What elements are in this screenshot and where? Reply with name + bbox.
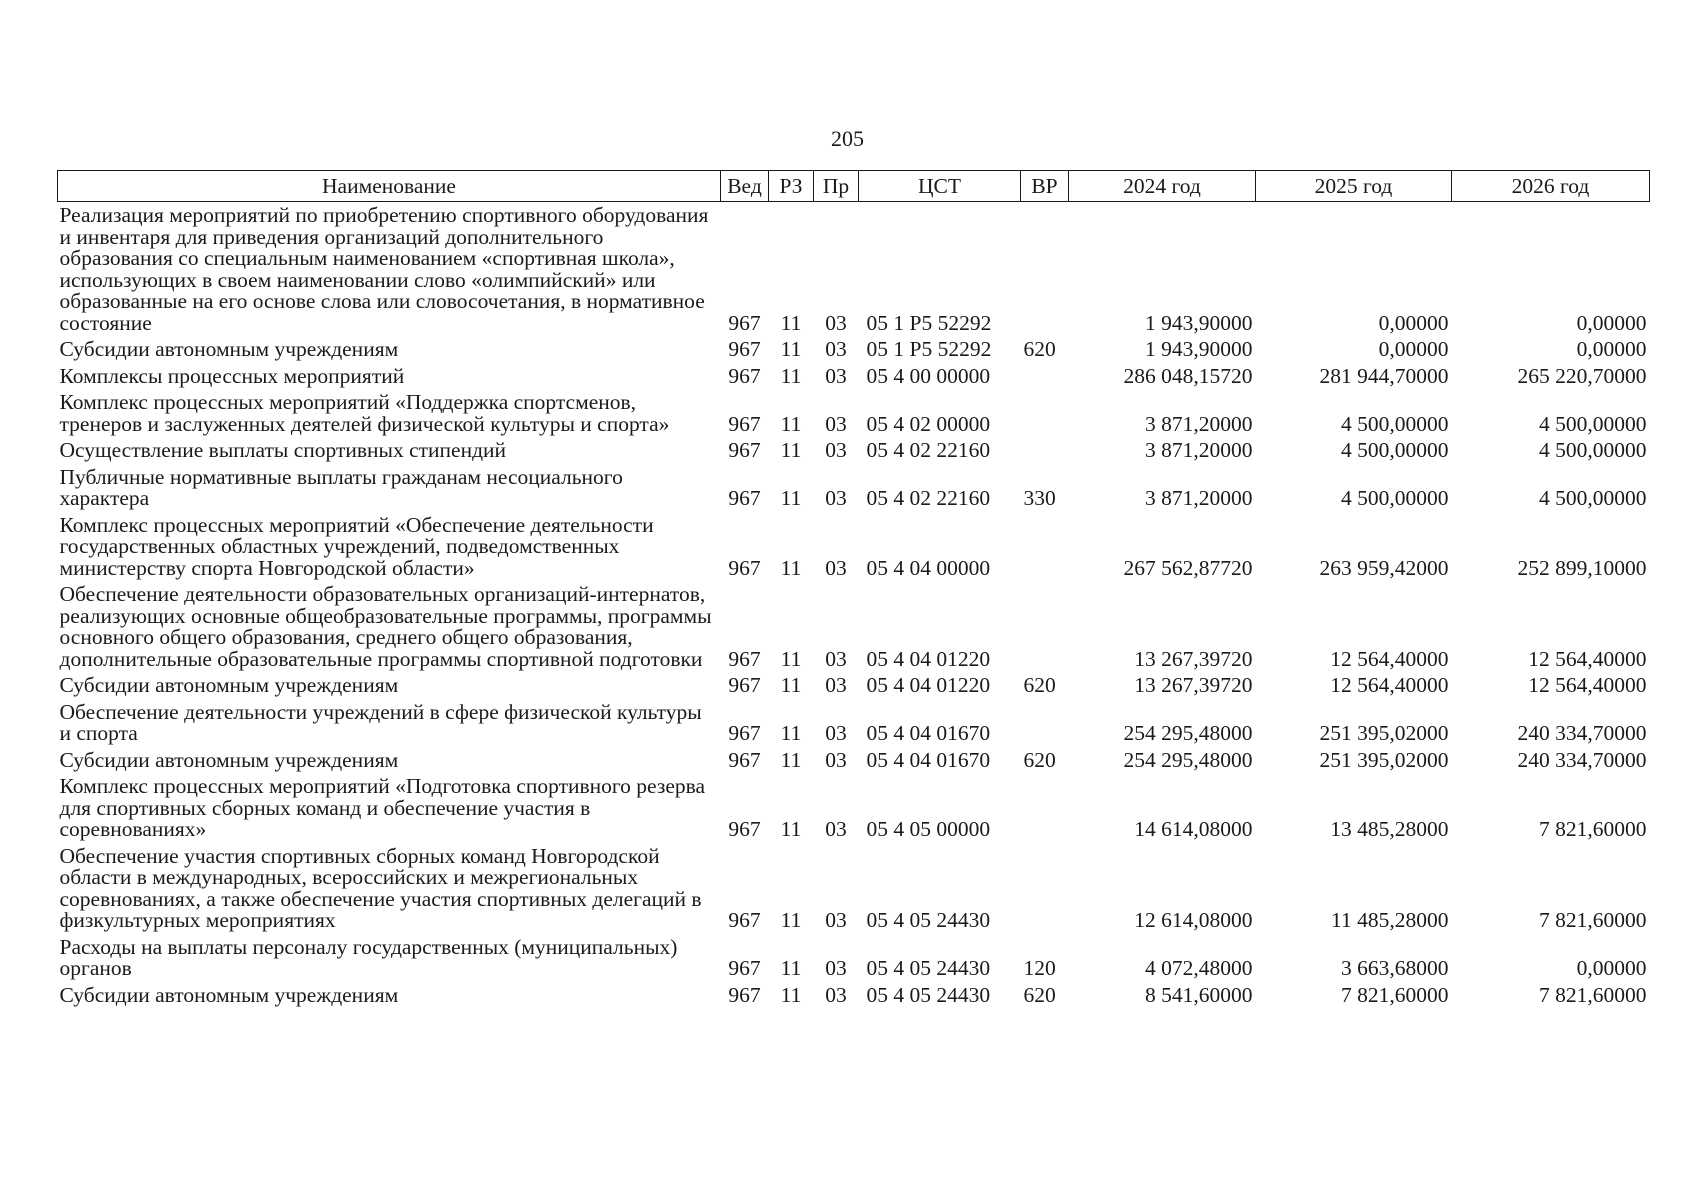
table-row <box>58 773 1650 843</box>
row-cst: 05 4 04 01220 <box>866 646 991 671</box>
row-amount-2024: 267 562,87720 <box>1123 555 1253 580</box>
row-amount-2025: 4 500,00000 <box>1341 438 1449 462</box>
table-row <box>58 464 1650 512</box>
row-amount-2026: 0,00000 <box>1576 337 1647 361</box>
row-name: Субсидии автономным учреждениям <box>59 673 399 697</box>
row-pr: 03 <box>825 363 847 388</box>
header-ved: Вед <box>721 171 769 202</box>
row-ved: 967 <box>728 956 761 980</box>
row-amount-2025: 12 564,40000 <box>1330 646 1449 671</box>
row-amount-2025: 251 395,02000 <box>1319 747 1449 772</box>
row-pr: 03 <box>825 956 847 980</box>
table-header <box>58 171 1650 202</box>
header-pr: Пр <box>814 171 859 202</box>
row-rz: 11 <box>780 363 802 388</box>
row-pr: 03 <box>825 908 847 932</box>
row-cst: 05 1 P5 52292 <box>866 310 992 335</box>
table-row <box>58 363 1650 390</box>
row-cst: 05 4 05 24430 <box>866 908 991 932</box>
table-row <box>58 202 1650 337</box>
row-amount-2024: 14 614,08000 <box>1134 817 1253 841</box>
header-2024: 2024 год <box>1069 171 1256 202</box>
row-vr: 620 <box>1023 982 1056 1007</box>
row-amount-2026: 265 220,70000 <box>1517 363 1647 388</box>
row-amount-2025: 7 821,60000 <box>1341 982 1449 1007</box>
row-rz: 11 <box>780 817 802 841</box>
row-name: Субсидии автономным учреждениям <box>59 337 399 361</box>
row-rz: 11 <box>780 438 802 462</box>
row-cst: 05 4 04 01670 <box>866 747 991 772</box>
row-pr: 03 <box>825 721 847 745</box>
table-row <box>58 934 1650 982</box>
row-amount-2025: 4 500,00000 <box>1341 486 1449 510</box>
table-row <box>58 437 1650 464</box>
row-name: Субсидии автономным учреждениям <box>59 747 399 772</box>
row-cst: 05 4 05 24430 <box>866 956 991 980</box>
row-name: Субсидии автономным учреждениям <box>59 982 399 1007</box>
row-name: Комплекс процессных мероприятий «Поддержка спортсменов, тренеров и заслуженных деятелей физической культуры и спорта» <box>59 390 670 436</box>
row-ved: 967 <box>728 673 761 697</box>
row-pr: 03 <box>825 982 847 1007</box>
row-amount-2025: 251 395,02000 <box>1319 721 1449 745</box>
row-vr <box>1021 843 1069 934</box>
row-amount-2024: 12 614,08000 <box>1134 908 1253 932</box>
row-amount-2026: 0,00000 <box>1576 956 1647 980</box>
row-pr: 03 <box>825 486 847 510</box>
table-row <box>58 982 1650 1009</box>
row-name: Осуществление выплаты спортивных стипендий <box>59 438 507 462</box>
header-cst: ЦСТ <box>859 171 1021 202</box>
row-name: Обеспечение участия спортивных сборных команд Новгородской области в международных, всероссийских и межрегиональных соревнованиях, а также обеспечение участия спортивных делегаций в физкультурных мероприятиях <box>59 843 702 932</box>
row-rz: 11 <box>780 486 802 510</box>
row-name: Публичные нормативные выплаты гражданам несоциального характера <box>59 464 623 510</box>
row-rz: 11 <box>780 646 802 671</box>
row-cst: 05 4 02 22160 <box>866 486 991 510</box>
row-vr: 620 <box>1023 337 1056 361</box>
row-amount-2025: 3 663,68000 <box>1341 956 1449 980</box>
row-amount-2025: 11 485,28000 <box>1331 908 1449 932</box>
row-amount-2024: 13 267,39720 <box>1134 673 1253 697</box>
row-ved: 967 <box>728 747 761 772</box>
row-ved: 967 <box>728 982 761 1007</box>
row-ved: 967 <box>728 817 761 841</box>
row-amount-2024: 254 295,48000 <box>1123 747 1253 772</box>
row-amount-2025: 0,00000 <box>1378 337 1449 361</box>
row-pr: 03 <box>825 555 847 580</box>
row-ved: 967 <box>728 438 761 462</box>
row-amount-2026: 240 334,70000 <box>1517 747 1647 772</box>
row-amount-2025: 12 564,40000 <box>1330 673 1449 697</box>
row-cst: 05 4 04 01670 <box>866 721 991 745</box>
row-cst: 05 4 05 00000 <box>866 817 991 841</box>
row-amount-2024: 3 871,20000 <box>1145 411 1253 436</box>
row-amount-2026: 240 334,70000 <box>1517 721 1647 745</box>
row-vr: 620 <box>1023 747 1056 772</box>
row-rz: 11 <box>780 982 802 1007</box>
row-rz: 11 <box>780 555 802 580</box>
row-name: Комплекс процессных мероприятий «Обеспечение деятельности государственных областных учреждений, подведомственных министерству спорта Новгородской области» <box>59 512 654 580</box>
table-body <box>58 202 1650 1009</box>
row-cst: 05 4 00 00000 <box>866 363 991 388</box>
row-pr: 03 <box>825 646 847 671</box>
row-amount-2024: 1 943,90000 <box>1145 310 1253 335</box>
row-cst: 05 4 05 24430 <box>866 982 991 1007</box>
row-amount-2025: 0,00000 <box>1378 310 1449 335</box>
row-vr <box>1021 512 1069 582</box>
row-pr: 03 <box>825 817 847 841</box>
row-amount-2024: 13 267,39720 <box>1134 646 1253 671</box>
table-row <box>58 672 1650 699</box>
row-pr: 03 <box>825 747 847 772</box>
row-vr <box>1021 581 1069 672</box>
row-rz: 11 <box>780 956 802 980</box>
row-cst: 05 1 P5 52292 <box>866 337 992 361</box>
row-ved: 967 <box>728 908 761 932</box>
row-amount-2024: 286 048,15720 <box>1123 363 1253 388</box>
row-name: Расходы на выплаты персоналу государственных (муниципальных) органов <box>59 934 678 980</box>
row-amount-2026: 7 821,60000 <box>1539 908 1647 932</box>
row-rz: 11 <box>780 310 802 335</box>
row-ved: 967 <box>728 555 761 580</box>
row-amount-2024: 3 871,20000 <box>1145 486 1253 510</box>
row-rz: 11 <box>780 673 802 697</box>
row-amount-2024: 8 541,60000 <box>1145 982 1253 1007</box>
row-amount-2025: 13 485,28000 <box>1330 817 1449 841</box>
row-amount-2026: 12 564,40000 <box>1528 646 1647 671</box>
row-ved: 967 <box>728 337 761 361</box>
row-pr: 03 <box>825 337 847 361</box>
row-cst: 05 4 04 00000 <box>866 555 991 580</box>
row-ved: 967 <box>728 363 761 388</box>
table-row <box>58 336 1650 363</box>
row-ved: 967 <box>728 486 761 510</box>
row-cst: 05 4 04 01220 <box>866 673 991 697</box>
row-amount-2026: 4 500,00000 <box>1539 438 1647 462</box>
row-ved: 967 <box>728 721 761 745</box>
row-pr: 03 <box>825 411 847 436</box>
row-amount-2025: 281 944,70000 <box>1319 363 1449 388</box>
row-vr: 120 <box>1023 956 1056 980</box>
row-amount-2024: 3 871,20000 <box>1145 438 1253 462</box>
row-name: Обеспечение деятельности учреждений в сфере физической культуры и спорта <box>59 699 702 745</box>
row-rz: 11 <box>780 721 802 745</box>
row-amount-2024: 1 943,90000 <box>1145 337 1253 361</box>
row-name: Комплекс процессных мероприятий «Подготовка спортивного резерва для спортивных сборных команд и обеспечение участия в соревнованиях» <box>59 774 706 841</box>
row-amount-2026: 0,00000 <box>1576 310 1647 335</box>
header-name: Наименование <box>58 171 721 202</box>
row-cst: 05 4 02 22160 <box>866 438 991 462</box>
row-vr: 330 <box>1023 486 1056 510</box>
row-amount-2026: 4 500,00000 <box>1539 411 1647 436</box>
row-vr <box>1021 773 1069 843</box>
row-amount-2024: 4 072,48000 <box>1145 956 1253 980</box>
row-cst: 05 4 02 00000 <box>866 411 991 436</box>
table-row <box>58 843 1650 934</box>
row-ved: 967 <box>728 310 761 335</box>
row-vr <box>1021 389 1069 437</box>
row-pr: 03 <box>825 310 847 335</box>
row-amount-2024: 254 295,48000 <box>1123 721 1253 745</box>
row-rz: 11 <box>780 908 802 932</box>
row-amount-2026: 4 500,00000 <box>1539 486 1647 510</box>
page-number: 205 <box>831 126 864 151</box>
row-vr <box>1021 363 1069 390</box>
row-amount-2026: 7 821,60000 <box>1539 817 1647 841</box>
row-vr <box>1021 437 1069 464</box>
header-2026: 2026 год <box>1452 171 1650 202</box>
row-name: Обеспечение деятельности образовательных организаций-интернатов, реализующих основные общеобразовательные программы, программы основного общего образования, среднего общего образования, дополнительные образовательные программы спортивной подготовки <box>59 582 712 671</box>
row-rz: 11 <box>780 747 802 772</box>
row-amount-2026: 7 821,60000 <box>1539 982 1647 1007</box>
row-name: Комплексы процессных мероприятий <box>59 363 405 388</box>
row-ved: 967 <box>728 646 761 671</box>
row-vr <box>1021 202 1069 337</box>
row-pr: 03 <box>825 438 847 462</box>
table-row <box>58 581 1650 672</box>
row-name: Реализация мероприятий по приобретению спортивного оборудования и инвентаря для приведения организаций дополнительного образования со специальным наименованием «спортивная школа», использующих в своем наименовании слово «олимпийский» или образованные на его основе слова или словосочетания, в нормативное состояние <box>59 203 709 335</box>
header-vr: ВР <box>1021 171 1069 202</box>
row-amount-2025: 263 959,42000 <box>1319 555 1449 580</box>
row-ved: 967 <box>728 411 761 436</box>
row-amount-2026: 252 899,10000 <box>1517 555 1647 580</box>
header-2025: 2025 год <box>1256 171 1452 202</box>
header-row <box>58 171 1650 202</box>
row-vr <box>1021 699 1069 747</box>
row-rz: 11 <box>780 411 802 436</box>
table-row <box>58 512 1650 582</box>
row-pr: 03 <box>825 673 847 697</box>
budget-table <box>57 170 1650 1008</box>
row-amount-2026: 12 564,40000 <box>1528 673 1647 697</box>
table-row <box>58 747 1650 774</box>
row-amount-2025: 4 500,00000 <box>1341 411 1449 436</box>
row-rz: 11 <box>780 337 802 361</box>
header-rz: РЗ <box>769 171 814 202</box>
table-row <box>58 389 1650 437</box>
table-row <box>58 699 1650 747</box>
row-vr: 620 <box>1023 673 1056 697</box>
